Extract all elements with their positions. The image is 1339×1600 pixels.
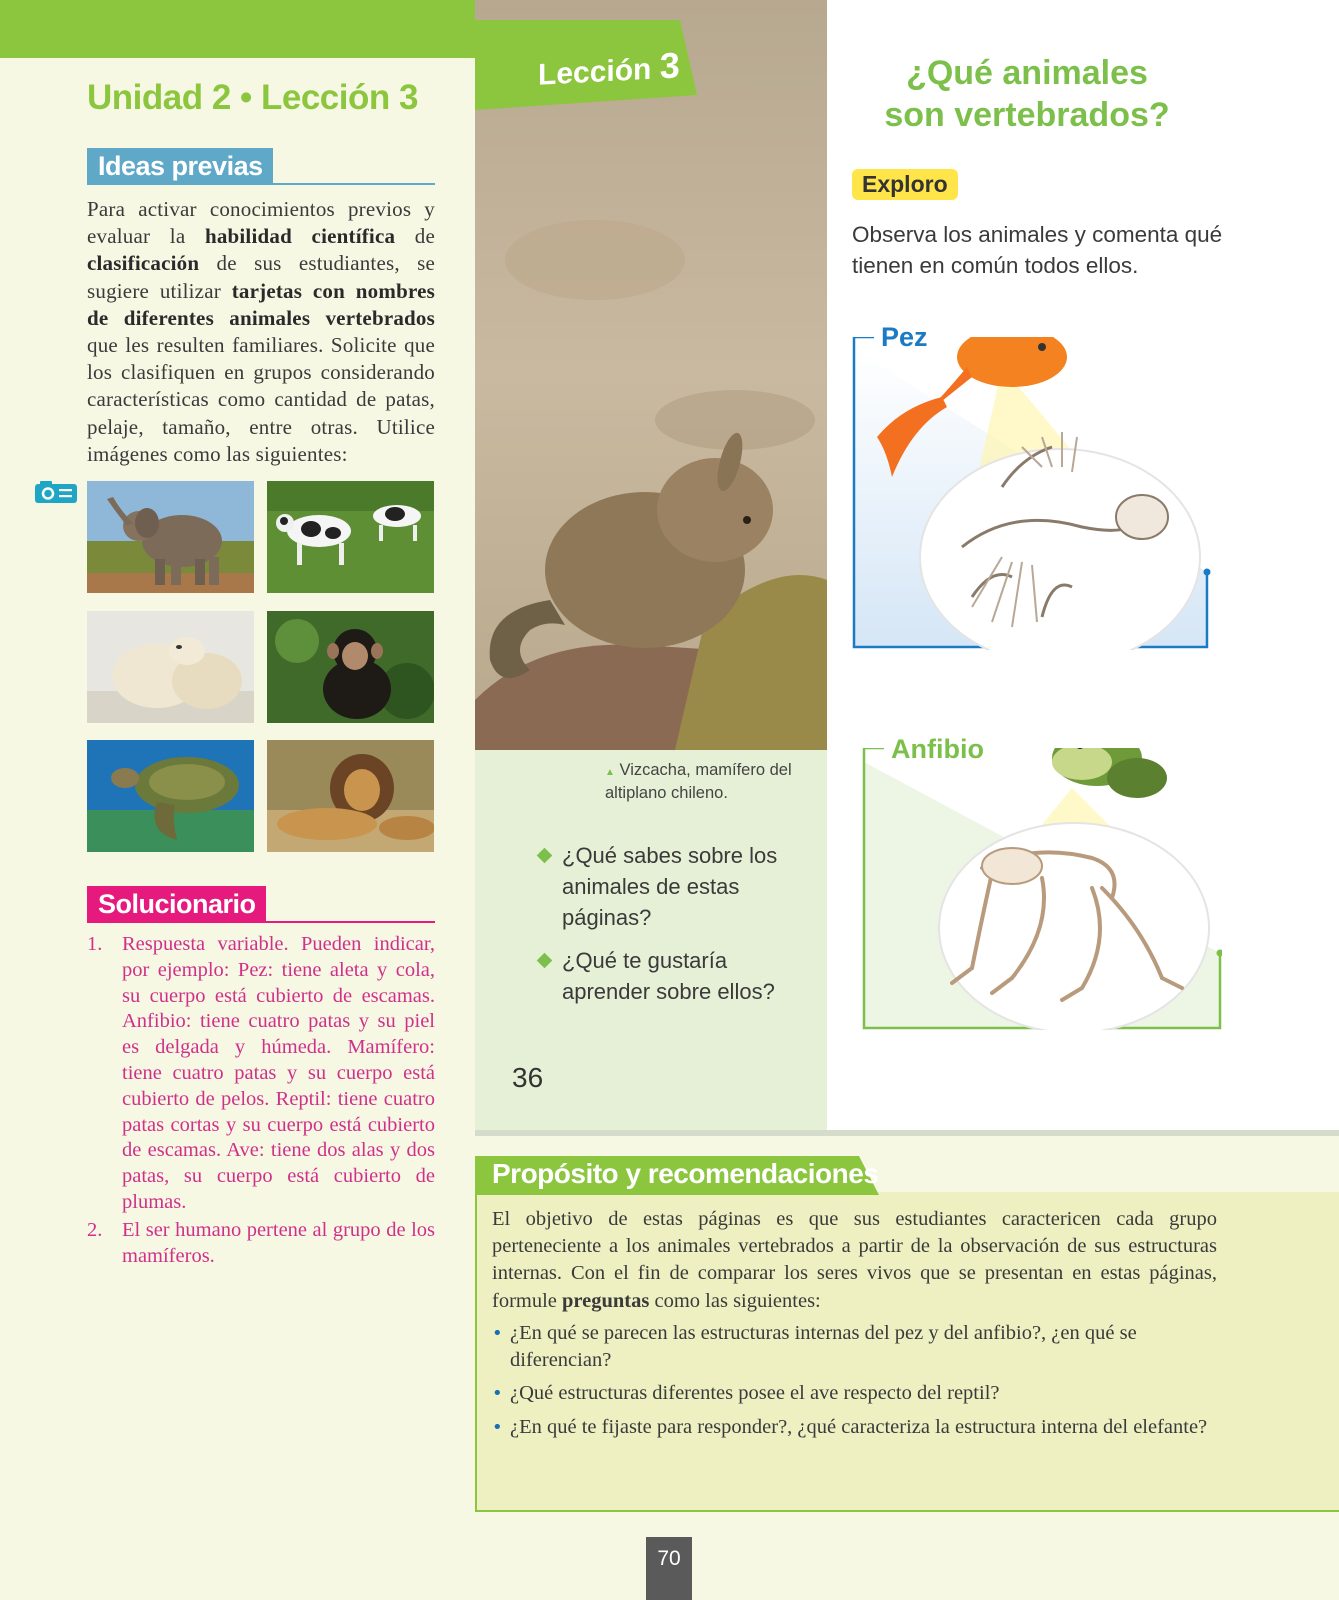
proposito-text-bold: preguntas [562, 1289, 650, 1312]
ideas-previas-rule [273, 183, 435, 185]
lesson-number: 3 [659, 44, 680, 87]
section-divider [475, 1130, 1339, 1136]
proposito-text-end: como las siguientes: [649, 1289, 821, 1312]
lesson-word: Lección [538, 52, 652, 92]
photo-caption [605, 760, 825, 804]
elephant-image [87, 481, 254, 593]
solucionario-item-number: 1. [87, 933, 103, 955]
projector-icon[interactable] [34, 481, 79, 505]
caption-triangle-icon: ▲ [605, 767, 615, 778]
explore-instructions: Observa los animales y comenta qué tienen en común todos ellos. [852, 222, 1223, 278]
proposito-bullet [492, 1380, 1217, 1407]
bullet-dot-icon: • [492, 1323, 503, 1344]
proposito-bullet [492, 1414, 1217, 1441]
ideas-previas-bold-text: habilidad científica [204, 224, 396, 249]
question-text: ¿Qué sabes sobre los animales de estas páginas? [562, 843, 778, 930]
page-number-36: 36 [512, 1062, 544, 1093]
amphibian-figure [862, 748, 1222, 1030]
solucionario-heading [87, 886, 435, 923]
solucionario-rule [266, 921, 435, 923]
solucionario-item-text: Respuesta variable. Pueden indicar, por ejemplo: Pez: tiene aleta y cola, su cuerpo está cubierto de escamas. Anfibio: tiene cuatro patas y su piel es delgada y húmeda. Mamífero: tiene cuatro patas y su cuerpo está cubierto de pelos. Reptil: tiene cuatro patas cortas y su cuerpo está cubierto de escamas. Ave: tiene dos alas y dos patas, su cuerpo está cubierto de plumas. [122, 933, 435, 1213]
lesson-title-line-1: ¿Qué animales [906, 54, 1148, 92]
fish-figure [852, 337, 1219, 650]
unit-title: Unidad 2 • Lección 3 [87, 78, 418, 117]
fish-label: Pez [881, 322, 928, 352]
cows-image [267, 481, 434, 593]
question-item [535, 840, 820, 933]
proposito-bullet-list [492, 1320, 1217, 1447]
bullet-dot-icon: • [492, 1416, 503, 1438]
lesson-title [827, 52, 1227, 136]
polar-bears-image [87, 611, 254, 723]
chimpanzee-image [267, 611, 434, 723]
solucionario-item [87, 932, 435, 1216]
exploro-badge: Exploro [852, 169, 958, 200]
ideas-previas-text-run: de [395, 224, 435, 249]
caption-line-1: Vizcacha, mamífero del [619, 761, 792, 779]
ideas-previas-bold-text: clasificación [87, 251, 200, 276]
proposito-text-start: El objetivo de estas páginas es que sus estudiantes caractericen cada grupo perteneciente a los animales vertebrados a partir de la observación de sus estructuras internas. Con el fin de comparar los seres vivos que se presentan en estas páginas, formule [492, 1208, 1217, 1312]
amphibian-label: Anfibio [891, 734, 984, 764]
diamond-bullet-icon [537, 953, 553, 969]
caption-line-2: altiplano chileno. [605, 784, 728, 802]
question-item [535, 945, 820, 1007]
diamond-bullet-icon [537, 848, 553, 864]
question-list [535, 840, 820, 1019]
question-text: ¿Qué te gustaría aprender sobre ellos? [562, 948, 775, 1004]
solucionario-item [87, 1218, 435, 1270]
vizcacha-photo [475, 0, 827, 750]
ideas-previas-label: Ideas previas [87, 148, 273, 185]
page-number-70: 70 [646, 1537, 692, 1600]
solucionario-list [87, 932, 435, 1271]
proposito-bullet-text: ¿En qué se parecen las estructuras internas del pez y del anfibio?, ¿en qué se diferencian? [510, 1322, 1137, 1372]
proposito-heading: Propósito y recomendaciones [492, 1158, 879, 1189]
ideas-previas-heading [87, 148, 435, 185]
ideas-previas-text-run: Para activar conocimientos previos y evaluar la [87, 197, 435, 249]
ideas-previas-text [87, 196, 435, 468]
ideas-previas-bold-text: tarjetas con nombres de diferentes animales vertebrados [87, 278, 435, 330]
sea-turtle-image [87, 740, 254, 852]
proposito-bullet-text: ¿En qué te fijaste para responder?, ¿qué caracteriza la estructura interna del elefante? [510, 1415, 1208, 1438]
solucionario-item-number: 2. [87, 1218, 103, 1241]
ideas-previas-text-run: de sus estudiantes, se sugiere utilizar [87, 251, 435, 303]
lesson-title-line-2: son vertebrados? [884, 96, 1170, 134]
proposito-text [492, 1206, 1217, 1315]
lion-image [267, 740, 434, 852]
proposito-bullet [492, 1320, 1217, 1374]
lesson-label [538, 44, 680, 93]
ideas-previas-text-run: que les resulten familiares. Solicite que los clasifiquen en grupos considerando características como cantidad de patas, pelaje, tamaño, entre otras. Utilice imágenes como las siguientes: [87, 333, 435, 466]
proposito-bullet-text: ¿Qué estructuras diferentes posee el ave respecto del reptil? [510, 1382, 1000, 1405]
solucionario-label: Solucionario [87, 886, 266, 923]
solucionario-item-text: El ser humano pertene al grupo de los mamíferos. [122, 1218, 435, 1267]
bullet-dot-icon: • [492, 1383, 503, 1405]
